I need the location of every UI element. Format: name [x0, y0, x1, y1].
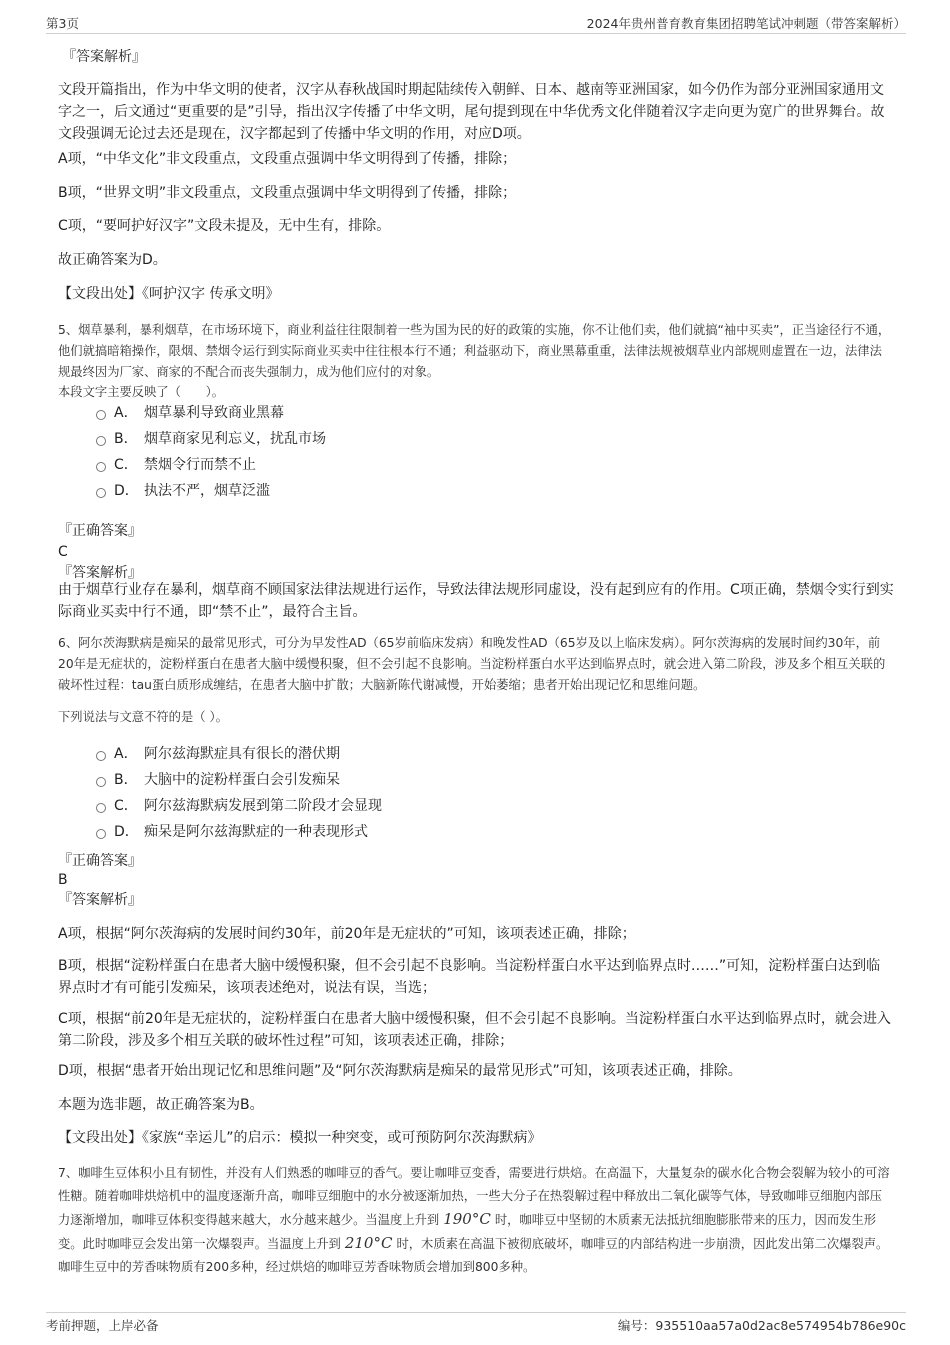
- radio-icon[interactable]: [96, 803, 106, 813]
- q6-stem: 6、阿尔茨海默病是痴呆的最常见形式，可分为早发性AD（65岁前临床发病）和晚发性AD（65岁及以上临床发病）。阿尔茨海病的发展时间约30年，前20年是无症状的，淀粉样蛋白在患者大脑中缓慢积聚，但不会引起不良影响。当淀粉样蛋白水平达到临界点时，就会进入第二阶段，涉及多个相互关联的破坏性过程：tau蛋白质形成缠结，在患者大脑中扩散；大脑新陈代谢减慢，开始萎缩；患者开始出现记忆和思维问题。: [58, 636, 886, 692]
- q5-option-a[interactable]: A． 烟草暴利导致商业黑幕: [96, 403, 284, 423]
- radio-icon[interactable]: [96, 410, 106, 420]
- q6-answer-label: 『正确答案』: [58, 853, 142, 869]
- q6-option-c-analysis: C项，根据“前20年是无症状的，淀粉样蛋白在患者大脑中缓慢积聚，但不会引起不良影响。当淀粉样蛋白水平达到临界点时，就会进入第二阶段，涉及多个相互关联的破坏性过程”可知，该项表述正确，排除；: [58, 1011, 891, 1049]
- radio-icon[interactable]: [96, 777, 106, 787]
- q6-option-b[interactable]: B． 大脑中的淀粉样蛋白会引发痴呆: [96, 770, 340, 790]
- q6-option-c[interactable]: C． 阿尔兹海默病发展到第二阶段才会显现: [96, 796, 382, 816]
- header-divider: [46, 33, 906, 34]
- q5-analysis-label: 『答案解析』: [58, 565, 142, 581]
- q6-answer: B: [58, 872, 68, 888]
- q5-answer-label: 『正确答案』: [58, 523, 142, 539]
- q6-option-b-analysis: B项，根据“淀粉样蛋白在患者大脑中缓慢积聚，但不会引起不良影响。当淀粉样蛋白水平达到临界点时……”可知，淀粉样蛋白达到临界点时才有可能引发痴呆，该项表述绝对，说法有误，当选；: [58, 958, 881, 996]
- radio-icon[interactable]: [96, 488, 106, 498]
- temperature-value: 210°C: [344, 1234, 393, 1252]
- q6-option-a-analysis: A项，根据“阿尔茨海病的发展时间约30年，前20年是无症状的”可知，该项表述正确，排除；: [58, 926, 636, 942]
- q6-source: 【文段出处】《家族“幸运儿”的启示：模拟一种突变，或可预防阿尔茨海默病》: [58, 1130, 542, 1146]
- q4-option-c-analysis: C项，“要呵护好汉字”文段未提及，无中生有，排除。: [58, 218, 391, 234]
- radio-icon[interactable]: [96, 751, 106, 761]
- q5-answer: C: [58, 544, 68, 560]
- q5-option-c[interactable]: C． 禁烟令行而禁不止: [96, 455, 256, 475]
- q4-option-b-analysis: B项，“世界文明”非文段重点，文段重点强调中华文明得到了传播，排除；: [58, 185, 517, 201]
- q4-option-a-analysis: A项，“中华文化”非文段重点，文段重点强调中华文明得到了传播，排除；: [58, 151, 517, 167]
- document-code: 编号：935510aa57a0d2ac8e574954b786e90c: [617, 1318, 906, 1333]
- page-number: 第3页: [46, 16, 79, 31]
- radio-icon[interactable]: [96, 462, 106, 472]
- document-title: 2024年贵州普育教育集团招聘笔试冲刺题（带答案解析）: [586, 16, 906, 31]
- q6-analysis-label: 『答案解析』: [58, 892, 142, 908]
- q6-option-d-analysis: D项，根据“患者开始出现记忆和思维问题”及“阿尔茨海默病是痴呆的最常见形式”可知，该项表述正确，排除。: [58, 1063, 742, 1079]
- q5-option-d[interactable]: D． 执法不严，烟草泛滥: [96, 481, 270, 501]
- temperature-value: 190°C: [443, 1210, 491, 1228]
- q6-conclusion: 本题为选非题，故正确答案为B。: [58, 1097, 264, 1113]
- radio-icon[interactable]: [96, 829, 106, 839]
- q5-prompt: 本段文字主要反映了（ ）。: [58, 385, 225, 399]
- q4-source: 【文段出处】《呵护汉字 传承文明》: [58, 286, 280, 302]
- q4-conclusion: 故正确答案为D。: [58, 252, 167, 268]
- footer-divider: [46, 1312, 906, 1313]
- q7-stem: 7、咖啡生豆体积小且有韧性，并没有人们熟悉的咖啡豆的香气。要让咖啡豆变香，需要进行烘焙。在高温下，大量复杂的碳水化合物会裂解为较小的可溶性糖。随着咖啡烘焙机中的温度逐渐升高，咖啡豆细胞中的水分被逐渐加热，一些大分子在热裂解过程中释放出二氧化碳等气体，导致咖啡豆细胞内部压力逐渐增加，咖啡豆体积变得越来越大，水分越来越少。当温度上升到 190°C 时，咖啡豆中坚韧的木质素无法抵抗细胞膨胀带来的压力，因而发生形变。此时咖啡豆会发出第一次爆裂声。当温度上升到 210°C 时，木质素在高温下被彻底破坏，咖啡豆的内部结构进一步崩溃，因此发出第二次爆裂声。咖啡生豆中的芳香味物质有200多种，经过烘焙的咖啡豆芳香味物质会增加到800多种。: [58, 1166, 890, 1274]
- q4-analysis-label: 『答案解析』: [62, 49, 146, 65]
- q5-stem: 5、烟草暴利，暴利烟草，在市场环境下，商业利益往往限制着一些为国为民的好的政策的实施，你不让他们卖，他们就搞“袖中买卖”，正当途径行不通，他们就搞暗箱操作，限烟、禁烟令运行到实际商业买卖中往往根本行不通；利益驱动下，商业黑幕重重，法律法规被烟草业内部规则虚置在一边，法律法规最终因为厂家、商家的不配合而丧失强制力，成为他们应付的对象。: [58, 323, 891, 379]
- footer-slogan: 考前押题，上岸必备: [46, 1318, 159, 1333]
- radio-icon[interactable]: [96, 436, 106, 446]
- q4-analysis-text: 文段开篇指出，作为中华文明的使者，汉字从春秋战国时期起陆续传入朝鲜、日本、越南等亚洲国家，如今仍作为部分亚洲国家通用文字之一，后文通过“更重要的是”引导，指出汉字传播了中华文明，尾句提到现在中华优秀文化伴随着汉字走向更为宽广的世界舞台。故文段强调无论过去还是现在，汉字都起到了传播中华文明的作用，对应D项。: [58, 82, 885, 142]
- q5-option-b[interactable]: B． 烟草商家见利忘义，扰乱市场: [96, 429, 326, 449]
- q6-option-d[interactable]: D． 痴呆是阿尔兹海默症的一种表现形式: [96, 822, 368, 842]
- q6-option-a[interactable]: A． 阿尔兹海默症具有很长的潜伏期: [96, 744, 340, 764]
- q5-analysis-text: 由于烟草行业存在暴利，烟草商不顾国家法律法规进行运作，导致法律法规形同虚设，没有起到应有的作用。C项正确，禁烟令实行到实际商业买卖中行不通，即“禁不止”，最符合主旨。: [58, 582, 894, 620]
- q6-prompt: 下列说法与文意不符的是（ ）。: [58, 710, 228, 724]
